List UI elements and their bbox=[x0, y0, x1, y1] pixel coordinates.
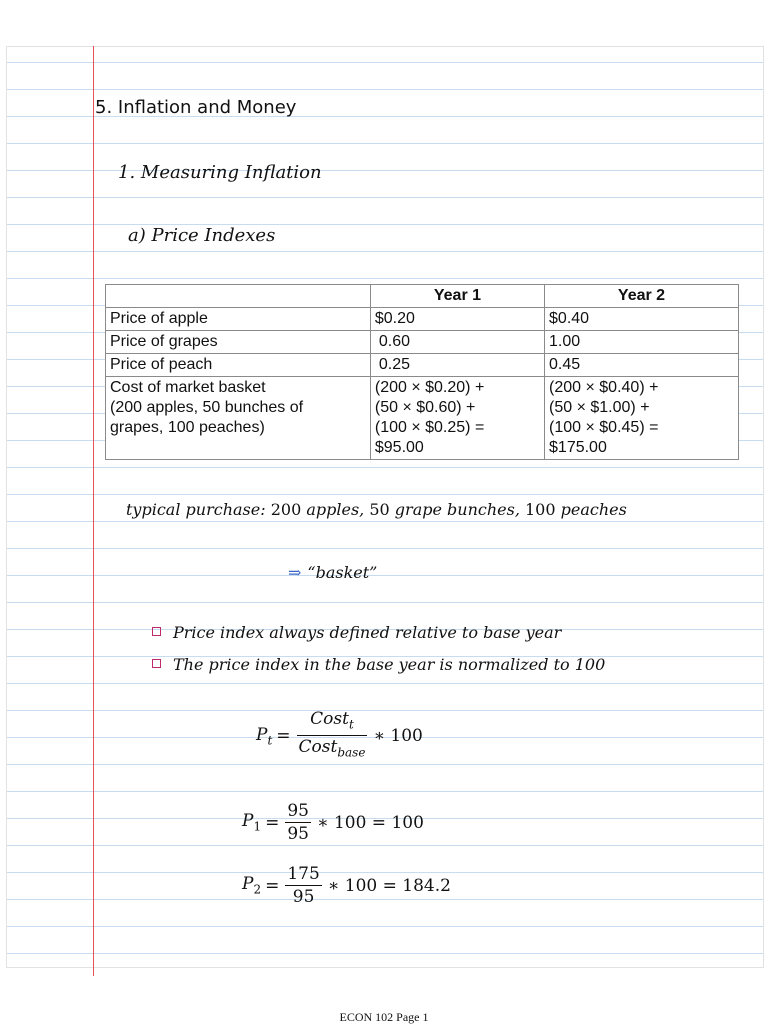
margin-line bbox=[93, 46, 94, 976]
table-header-empty bbox=[106, 285, 371, 308]
apples-word: apples, bbox=[306, 500, 365, 519]
row-label: Price of peach bbox=[106, 354, 371, 377]
fraction-denominator: Cost$_{base}$ bbox=[298, 737, 366, 760]
calc-line: (100 × $0.25) = bbox=[374, 419, 485, 436]
label-line: (200 apples, 50 bunches of bbox=[110, 399, 304, 416]
price-index-formula bbox=[256, 708, 423, 764]
fraction-numerator: 95 bbox=[287, 801, 309, 821]
formula-rhs: ∗ 100 bbox=[373, 725, 423, 746]
page-title: 5. Inflation and Money bbox=[95, 97, 297, 118]
basket-text: “basket” bbox=[307, 563, 378, 582]
implies-arrow-icon: ⇒ bbox=[288, 563, 302, 582]
calc-line: (200 × $0.40) + bbox=[549, 379, 659, 396]
page-footer: ECON 102 Page 1 bbox=[339, 1010, 429, 1024]
table-row bbox=[106, 354, 739, 377]
equals-sign: = bbox=[265, 875, 280, 896]
year1-cell: $0.20 bbox=[370, 308, 544, 331]
equation-rhs: ∗ 100 = 100 bbox=[316, 812, 424, 833]
table-header-row bbox=[106, 285, 739, 308]
calc-line: (100 × $0.45) = bbox=[549, 419, 659, 436]
calc-total: $175.00 bbox=[549, 439, 607, 456]
calc-line: (50 × $0.60) + bbox=[374, 399, 476, 416]
price-table bbox=[105, 284, 739, 460]
table-row bbox=[106, 308, 739, 331]
equation-rhs: ∗ 100 = 184.2 bbox=[327, 875, 451, 896]
equation-lhs: $P_2$ bbox=[242, 874, 262, 897]
table-header-year1: Year 1 bbox=[370, 285, 544, 308]
grapes-count: 50 bbox=[369, 500, 390, 519]
bullet-item bbox=[152, 655, 605, 674]
label-line: Cost of market basket bbox=[110, 379, 266, 396]
equation-fraction bbox=[285, 863, 321, 908]
table-row bbox=[106, 331, 739, 354]
fraction-numerator: 175 bbox=[287, 864, 320, 884]
typical-purchase-note bbox=[126, 500, 627, 519]
square-bullet-icon bbox=[152, 659, 161, 668]
grapes-word: grape bunches, bbox=[394, 500, 520, 519]
formula-lhs: $P_t$ bbox=[256, 724, 273, 748]
year1-cell bbox=[370, 377, 544, 460]
table-header-year2: Year 2 bbox=[545, 285, 739, 308]
year1-cell: 0.60 bbox=[370, 331, 544, 354]
year2-cell: 1.00 bbox=[545, 331, 739, 354]
year2-cell: $0.40 bbox=[545, 308, 739, 331]
basket-note bbox=[288, 563, 377, 582]
bullet-item bbox=[152, 623, 561, 642]
fraction-numerator: Cost$_t$ bbox=[297, 708, 368, 736]
calc-total: $95.00 bbox=[374, 439, 424, 456]
year2-cell bbox=[545, 377, 739, 460]
row-label: Price of apple bbox=[106, 308, 371, 331]
typical-prefix: typical purchase: bbox=[126, 500, 266, 519]
square-bullet-icon bbox=[152, 627, 161, 636]
formula-fraction bbox=[297, 708, 368, 764]
year2-cell: 0.45 bbox=[545, 354, 739, 377]
label-line: grapes, 100 peaches) bbox=[110, 419, 265, 436]
year1-cell: 0.25 bbox=[370, 354, 544, 377]
peaches-count: 100 bbox=[525, 500, 556, 519]
fraction-denominator: 95 bbox=[287, 824, 309, 844]
row-label: Price of grapes bbox=[106, 331, 371, 354]
row-label bbox=[106, 377, 371, 460]
bullet-text: Price index always defined relative to base year bbox=[173, 623, 562, 642]
apples-count: 200 bbox=[270, 500, 302, 519]
peaches-word: peaches bbox=[560, 500, 627, 519]
year2-index-equation bbox=[242, 863, 451, 908]
bullet-text: The price index in the base year is normalized to 100 bbox=[173, 655, 606, 674]
section-heading: 1. Measuring Inflation bbox=[118, 162, 322, 183]
table-row bbox=[106, 377, 739, 460]
calc-line: (50 × $1.00) + bbox=[549, 399, 650, 416]
equation-fraction bbox=[285, 800, 311, 845]
equals-sign: = bbox=[276, 725, 291, 746]
calc-line: (200 × $0.20) + bbox=[374, 379, 485, 396]
subsection-heading: a) Price Indexes bbox=[128, 225, 276, 246]
equals-sign: = bbox=[265, 812, 280, 833]
fraction-denominator: 95 bbox=[292, 887, 315, 907]
year1-index-equation bbox=[242, 800, 424, 845]
equation-lhs: $P_1$ bbox=[242, 811, 262, 834]
